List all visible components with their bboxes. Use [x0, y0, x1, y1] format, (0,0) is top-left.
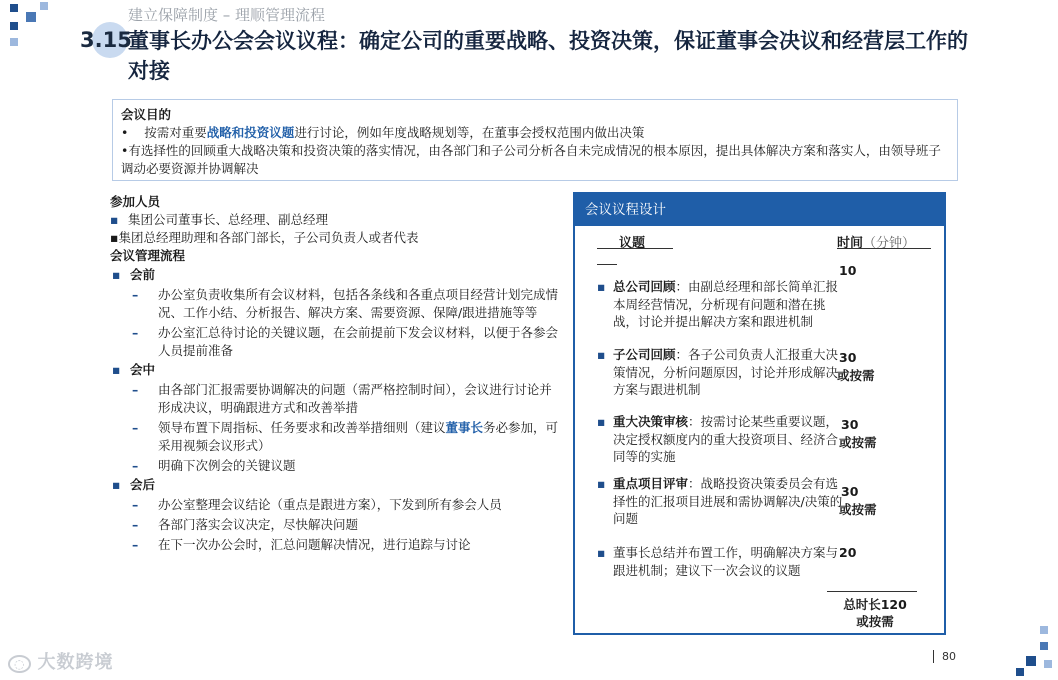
- agenda-item: [597, 346, 845, 399]
- phase-before: ▪ 会前: [110, 266, 560, 284]
- page-number: 80: [933, 650, 956, 663]
- process-item: – 办公室整理会议结论（重点是跟进方案），下发到所有参会人员: [110, 496, 560, 514]
- meeting-purpose-box: [112, 99, 958, 181]
- agenda-item-text: ：按需讨论某些重要议题，决定授权额度内的重大投资项目、经济合同等的实施: [613, 414, 839, 464]
- agenda-time: [839, 262, 856, 280]
- participants-heading: 参加人员: [110, 194, 161, 209]
- agenda-item-title: 重点项目评审: [613, 476, 689, 491]
- process-item-highlight: 董事长: [445, 420, 484, 435]
- agenda-item-text: ：各子公司负责人汇报重大决策情况，分析问题原因，讨论并形成解决方案与跟进机制: [613, 347, 839, 397]
- agenda-time-value: 30: [841, 484, 859, 499]
- decor-square: [40, 2, 48, 10]
- agenda-col-time-unit: （分钟）: [863, 236, 916, 251]
- decor-square: [10, 22, 18, 30]
- purpose-heading: 会议目的: [121, 107, 172, 122]
- agenda-time: [839, 483, 877, 518]
- process-item-text: 领导布置下周指标、任务要求和改善举措细则（建议: [158, 420, 446, 435]
- agenda-time: [839, 544, 856, 562]
- phase-during: ▪ 会中: [110, 361, 560, 379]
- participants-item: ▪ 集团公司董事长、总经理、副总经理: [110, 211, 560, 229]
- agenda-total-line: 总时长120: [843, 597, 907, 612]
- agenda-time: [839, 416, 877, 451]
- col-underline: [597, 248, 673, 249]
- process-item: – 各部门落实会议决定，尽快解决问题: [110, 516, 560, 534]
- agenda-item: [597, 413, 845, 466]
- process-item: – 办公室负责收集所有会议材料，包括各条线和各重点项目经营计划完成情况、工作小结、分析报告、解决方案、需要资源、保障/跟进措施等等: [110, 286, 560, 322]
- participants-item: ▪集团总经理助理和各部门部长，子公司负责人或者代表: [110, 230, 419, 245]
- section-number: 3.15: [80, 28, 132, 52]
- decor-square: [1016, 668, 1024, 676]
- purpose-line1-post: 进行讨论，例如年度战略规划等，在董事会授权范围内做出决策: [294, 125, 645, 140]
- agenda-item: [597, 544, 845, 579]
- agenda-time-value: 20: [839, 545, 857, 560]
- process-item: – 明确下次例会的关键议题: [110, 457, 560, 475]
- purpose-line-2: •有选择性的回顾重大战略决策和投资决策的落实情况，由各部门和子公司分析各自未完成情况的根本原因，提出具体解决方案和落实人，由领导班子调动必要资源并协调解决: [121, 143, 941, 176]
- agenda-total: [835, 596, 915, 630]
- agenda-item-title: 子公司回顾: [613, 347, 676, 362]
- process-item: [110, 419, 560, 455]
- page-title: 董事长办公会会议议程：确定公司的重要战略、投资决策，保证董事会决议和经营层工作的对接: [128, 28, 968, 83]
- agenda-item-title: 重大决策审核: [613, 414, 689, 429]
- col-underline: [837, 248, 931, 249]
- logo-icon: ◌: [8, 655, 31, 673]
- decor-square: [26, 12, 36, 22]
- decor-square: [10, 4, 18, 12]
- agenda-time-value: 30: [841, 417, 859, 432]
- agenda-item: [597, 278, 845, 331]
- process-item: – 办公室汇总待讨论的关键议题，在会前提前下发会议材料，以便于各参会人员提前准备: [110, 324, 560, 360]
- agenda-time: [837, 349, 875, 384]
- watermark-logo: [8, 648, 113, 674]
- agenda-time-note: 或按需: [839, 434, 877, 450]
- agenda-time-value: 30: [839, 350, 857, 365]
- process-item-text: 务必参加，可采用视频会议形式）: [158, 420, 559, 453]
- agenda-time-note: 或按需: [837, 367, 875, 383]
- purpose-line1-highlight: 战略和投资议题: [206, 125, 295, 140]
- decor-square: [1026, 656, 1036, 666]
- process-item: – 由各部门汇报需要协调解决的问题（需严格控制时间），会议进行讨论并形成决议，明确跟进方式和改善举措: [110, 381, 560, 417]
- agenda-time-value: 10: [839, 263, 857, 278]
- agenda-item-title: 总公司回顾: [613, 279, 676, 294]
- total-divider: [827, 591, 917, 592]
- decor-square: [1040, 626, 1048, 634]
- decor-square: [1040, 642, 1048, 650]
- agenda-item: [597, 475, 845, 528]
- decor-square: [1044, 660, 1052, 668]
- decor-square: [10, 38, 18, 46]
- col-underline: [597, 264, 617, 265]
- agenda-time-note: 或按需: [839, 501, 877, 517]
- left-column: [110, 193, 560, 554]
- agenda-header: 会议议程设计: [575, 194, 944, 226]
- process-item: – 在下一次办公会时，汇总问题解决情况，进行追踪与讨论: [110, 536, 560, 554]
- purpose-line1-pre: 按需对重要: [144, 125, 207, 140]
- purpose-line-1: • 按需对重要战略和投资议题进行讨论，例如年度战略规划等，在董事会授权范围内做出决策: [121, 125, 645, 140]
- agenda-item-text: 董事长总结并布置工作，明确解决方案与跟进机制；建议下一次会议的议题: [613, 545, 839, 578]
- logo-text: 大数跨境: [37, 652, 114, 673]
- agenda-col-time-label: 时间: [837, 236, 864, 251]
- breadcrumb: 建立保障制度 – 理顺管理流程: [128, 6, 326, 24]
- process-heading: 会议管理流程: [110, 248, 186, 263]
- agenda-col-topic: 议题: [619, 236, 646, 251]
- agenda-panel: [573, 192, 946, 635]
- agenda-item-text: ：战略投资决策委员会有选择性的汇报项目进展和需协调解决/决策的问题: [613, 476, 843, 526]
- agenda-total-line: 或按需: [856, 614, 894, 629]
- phase-after: ▪ 会后: [110, 476, 560, 494]
- agenda-item-text: ：由副总经理和部长简单汇报本周经营情况，分析现有问题和潜在挑战，讨论并提出解决方案和跟进机制: [613, 279, 839, 329]
